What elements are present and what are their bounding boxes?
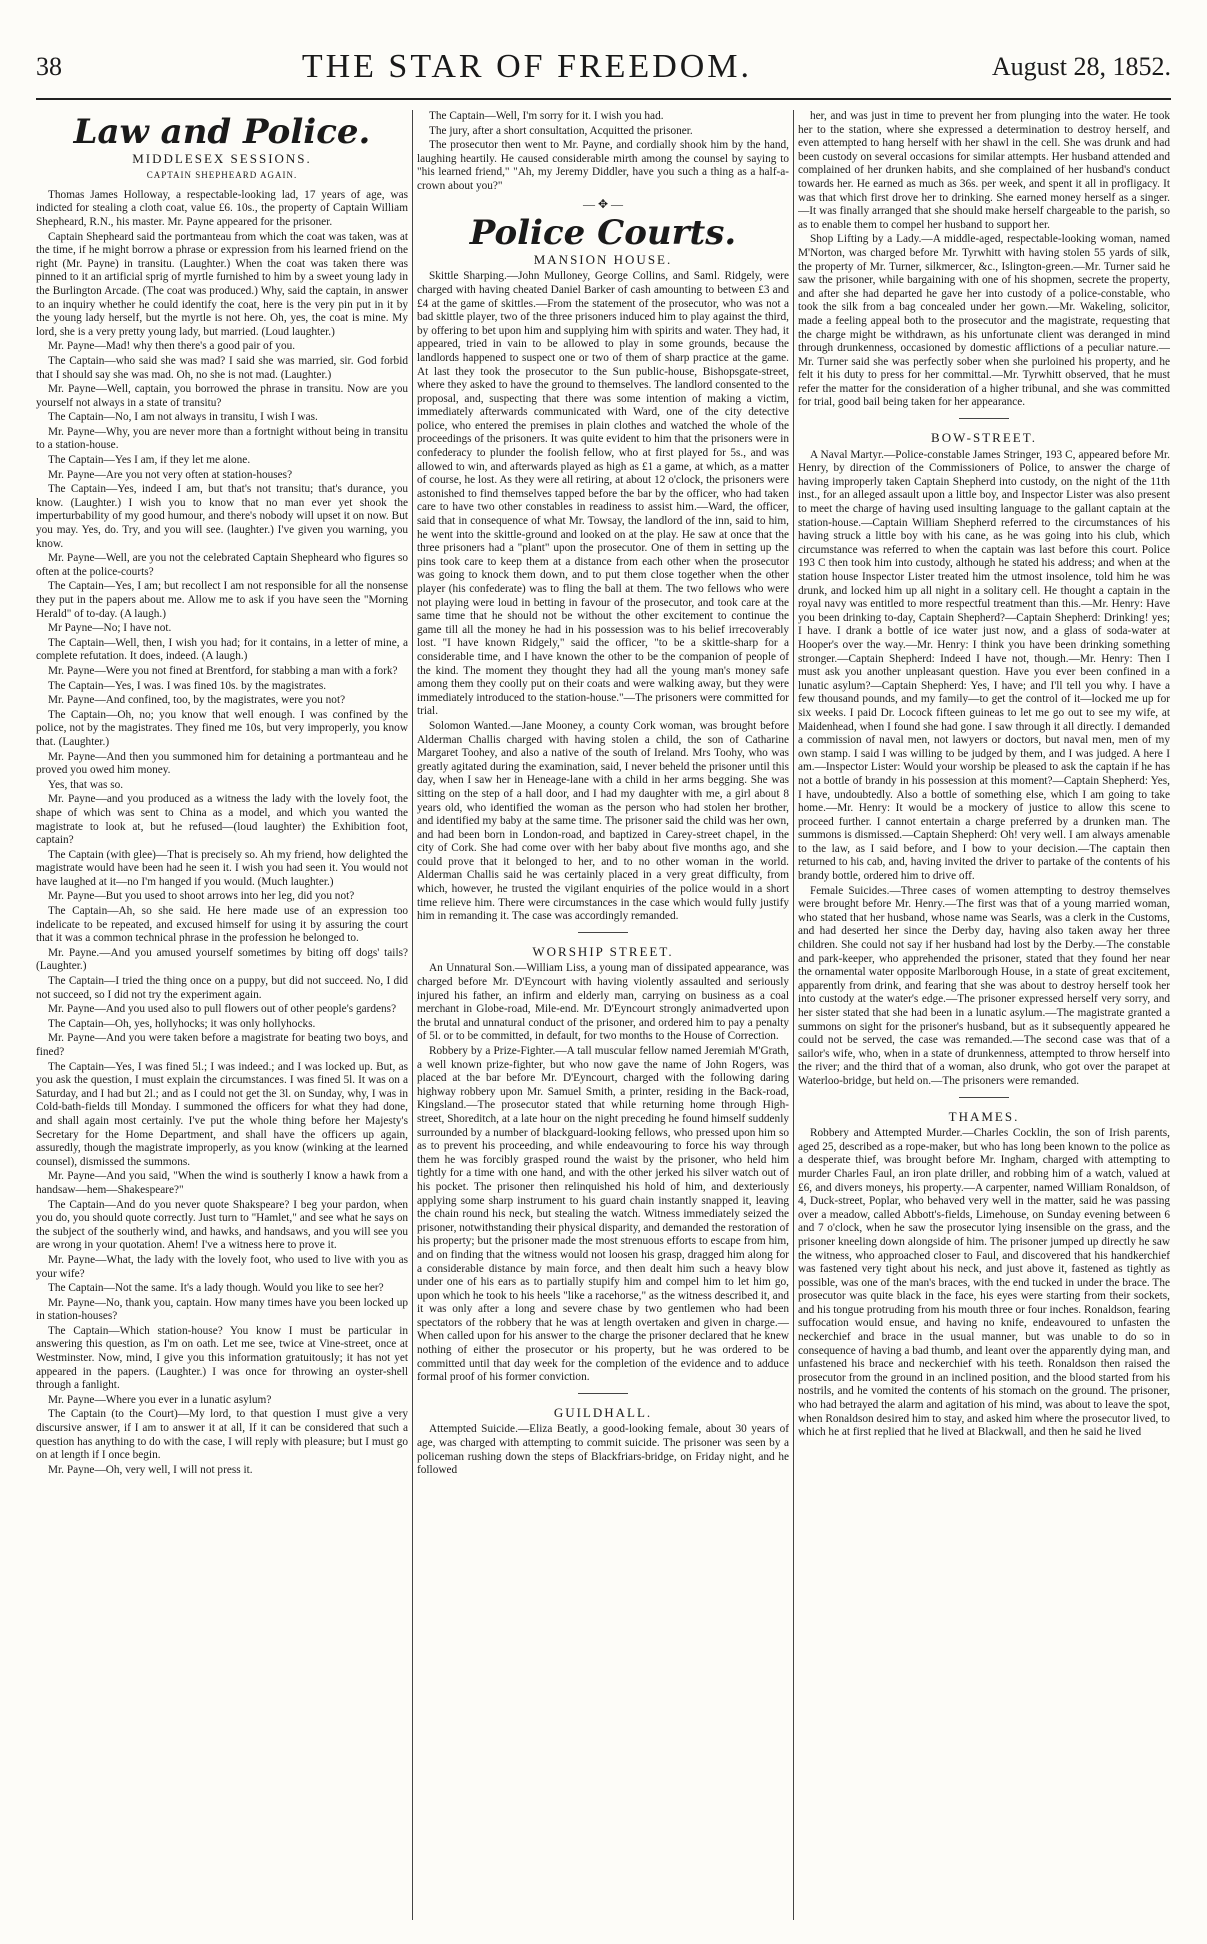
masthead xyxy=(36,42,1171,92)
paragraph: Mr. Payne.—And you amused yourself sometimes by biting off dogs' tails? (Laughter.) xyxy=(36,946,408,973)
paragraph: The Captain—No, I am not always in transitu, I wish I was. xyxy=(48,411,318,424)
paragraph: Female Suicides.—Three cases of women attempting to destroy themselves were brought before Mr. Henry.—The first was that of a young married woman, who stated that her husband, whose name was Searls, was a clerk in the Customs, and had deserted her since the Derby day, having also taken away her three children. She could not say if her husband had lost by the Derby.—The constable and park-keeper, who apprehended the prisoner, stated that they found her near the ornamental water opposite Marlborough House, in a state of great excitement, apparently from drink, and fearing that she was about to destroy herself took her into custody at the water's edge.—The prisoner expressed herself very sorry, and her sister stated that she had been in a lunatic asylum.—The magistrate granted a summons on sight for the prisoner's husband, but as it subsequently appeared he could not be served, the case was remanded.—The second case was that of a sailor's wife, who, when in a state of drunkenness, attempted to throw herself into the river; and the third that of a woman, also drunk, who got over the parapet at Waterloo-bridge, but held on.—The prisoners were remanded. xyxy=(798,884,1170,1087)
paragraph: Mr. Payne—What, the lady with the lovely foot, who used to live with you as your wife? xyxy=(36,1253,408,1280)
paragraph: Mr. Payne—But you used to shoot arrows into her leg, did you not? xyxy=(48,890,355,903)
column-1 xyxy=(36,110,408,1924)
case-heading: CAPTAIN SHEPHEARD AGAIN. xyxy=(146,170,298,181)
paragraph: The Captain (with glee)—That is precisely so. Ah my friend, how delighted the magistrate would have been had he seen it. I wish you had seen it. You would not have laughed at it—no I'm hanged if you would. (Much laughter.) xyxy=(36,848,408,888)
paragraph: Mr. Payne—Oh, very well, I will not press it. xyxy=(48,1463,253,1476)
paragraph: Yes, that was so. xyxy=(48,778,124,791)
paragraph: Skittle Sharping.—John Mulloney, George Collins, and Saml. Ridgely, were charged with having cheated Daniel Barker of cash amounting to between £3 and £4 at the game of skittles.—From the statement of the prosecutor, who was not a bad skittle player, two of the three prisoners induced him to play against the third, by offering to bet upon him and supplying him with spirits and water. They had, it appeared, tried in vain to be allowed to play in some grounds, because the landlords happened to suspect one or two of them of sharp practice at the game. At last they took the prosecutor to the Sun public-house, Bishopsgate-street, where they asked to have the ground to themselves. The landlord consented to the proposal, and, suspecting that there was some intention of making a victim, immediately afterwards communicated with Ward, one of the city detective police, who entered the premises in plain clothes and watched the whole of the proceedings of the prisoners. It was quite evident to him that the prisoners were in confederacy to plunder the foolish fellow, who at first played for 5s., and was allowed to win, and afterwards played as high as £1 a game, at which, as a matter of course, he lost. As they were all retiring, at about 12 o'clock, the prisoners were astonished to find themselves tapped before the bar by the officer, who had taken care to have two other constables in readiness to assist him.—Ward, the officer, said that in consequence of what Mr. Towsay, the landlord of the inn, said to him, he went into the skittle-ground and looked on at the play. He saw at once that the three prisoners had a "plant" upon the prosecutor. One of them in setting up the pins took care to keep them at a distance from each other when the prosecutor was going to knock them down, and to put them close together when the other player (his confederate) was to fling the ball at them. The two fellows who were not playing were loud in betting in favour of the prosecutor, and took care at the same time that he should not be without the other excitement to continue the game till all the money he had in his possession was to his belief irrecoverably lost. "I have known Ridgely," said the officer, "to be a skittle-sharp for a considerable time, and I have known the other to be the companion of people of the kind. The moment they thought they had all the young man's money safe among them they coolly put on their coats and were walking away, but they were immediately introduced to the station-house."—The prisoners were committed for trial. xyxy=(417,270,789,718)
section-heading: Law and Police. xyxy=(73,112,371,152)
paragraph: A Naval Martyr.—Police-constable James Stringer, 193 C, appeared before Mr. Henry, by direction of the Commissioners of Police, to answer the charge of having improperly taken Captain Shepherd into custody, on the night of the 11th inst., for an alleged assault upon a little boy, and Inspector Lister was also present to meet the charge of having used insulting language to the gallant captain at the station-house.—Captain William Shepherd referred to the circumstances of his having struck a little boy with his cane, as he was going into his club, which circumstance was referred to when the captain was last before this court. Police 193 C then took him into custody, although he stated his address; and when at the station house Inspector Lister treated him the utmost insolence, told him he was drunk, and locked him up all night in a solitary cell. He thought a captain in the royal navy was entitled to more respectful treatment than this.—Mr. Henry: Have you been drinking to-day, Captain Shepherd?—Captain Shepherd: Drinking! yes; I have. I drank a bottle of ice water just now, and a glass of soda-water at Hooper's over the way.—Mr. Henry: I think you have been drinking something stronger.—Captain Shepherd: Indeed I have not, though.—Mr. Henry: Then I must ask you another unpleasant question. Have you ever been confined in a lunatic asylum?—Captain Shepherd: Yes, I have; and I'll tell you why. I have a few thousand pounds, and my family—to get the control of it—locked me up for six weeks. I paid Dr. Locock fifteen guineas to let me go out to see my wife, at Maidenhead, when I found she had gone. I saw through it all directly. I demanded a commission of naval men, not lawyers or doctors, but naval men, men of my own stamp. I said I was willing to be judged by them, and I was judged. A here I am.—Inspector Lister: Would your worship be pleased to ask the captain if he has not a bottle of brandy in his possession at this moment?—Captain Shepherd: Yes, I have, undoubtedly. Also a bottle of something else, which I am going to take home.—Mr. Henry: It would be a mockery of justice to allow this scene to proceed further. I cannot entertain a charge preferred by a drunken man. The summons is dismissed.—Captain Shepherd: Oh! very well. I am always amenable to the law, as I said before, and I bow to your decision.—The captain then returned to his cab, and, having invited the driver to partake of the contents of his brandy bottle, ordered him to drive off. xyxy=(798,448,1170,883)
paragraph: Robbery and Attempted Murder.—Charles Cocklin, the son of Irish parents, aged 25, described as a rope-maker, but who has long been known to the police as a desperate thief, was brought before Mr. Ingham, charged with attempting to murder Charles Faul, an iron plate driller, and robbing him of a watch, valued at £6, and divers moneys, his property.—A carpenter, named William Ronaldson, of 4, Duck-street, Poplar, who behaved very well in the matter, said he was passing over a meadow, called Abbott's-fields, Limehouse, on Sunday evening between 6 and 7 o'clock, when he saw the prosecutor lying insensible on the grass, and the prisoner kneeling down alongside of him. The prisoner jumped up directly he saw the witness, who approached closer to Faul, and discovered that his handkerchief was fastened very tight about his neck, and just above it, fastened as tightly as possible, was one of the man's braces, with the end tucked in under the brace. The prosecutor was quite black in the face, his eyes were starting from their sockets, and his tongue protruding from his mouth three or four inches. Ronaldson, fearing suffocation would ensue, and having no knife, endeavoured to unfasten the neckerchief and brace in the usual manner, but was unable to do so in consequence of having a bad thumb, and leant over the apparently dying man, and unfastened his brace and neckerchief with his teeth. Ronaldson then raised the prosecutor from the ground in an inclined position, and the blood started from his nostrils, and he vomited the contents of his stomach on the ground. The prisoner, who had betrayed the alarm and agitation of his mind, was about to leave the spot, when Ronaldson desired him to stay, and asked him where the prosecutor lived, to which he at first replied that he lived at Blackwall, and then he said he lived xyxy=(798,1127,1170,1439)
paragraph: Mr. Payne—Were you not fined at Brentford, for stabbing a man with a fork? xyxy=(48,664,398,677)
paragraph: The Captain—Yes, I was. I was fined 10s. by the magistrates. xyxy=(48,679,327,692)
court-heading: MANSION HOUSE. xyxy=(533,251,673,267)
paragraph: The prosecutor then went to Mr. Payne, and cordially shook him by the hand, laughing heartily. He caused considerable mirth among the counsel by saying to "his learned friend," "Ah, my Jeremy Diddler, have you such a thing as a half-a-crown about you?" xyxy=(417,139,789,192)
court-heading: MIDDLESEX SESSIONS. xyxy=(132,150,312,166)
paragraph: Mr. Payne—Well, captain, you borrowed the phrase in transitu. Now are you yourself not always in a state of transitu? xyxy=(36,383,408,409)
paragraph: The Captain—Well, I'm sorry for it. I wish you had. xyxy=(429,110,664,122)
paragraph: Mr. Payne—Mad! why then there's a good pair of you. xyxy=(48,340,296,353)
paragraph: Mr. Payne—Where you ever in a lunatic asylum? xyxy=(48,1393,272,1406)
paragraph: The Captain—Yes, indeed I am, but that's not transitu; that's durance, you know. (Laughter.) I wish you to know that no man ever yet shook the imperturbability of my good humour, and there's nobody will upset it on now. But you may. Yes, do. Try, and you will see. (laughter.) I've given you warning, you know. xyxy=(36,483,408,550)
article-body xyxy=(36,189,408,1478)
paragraph: The Captain—Yes, I was fined 5l.; I was indeed.; and I was locked up. But, as you ask the question, I must explain the circumstances. I was fined 5l. It was on a Saturday, and I had but 2l.; and as I could not get the 3l. on Sunday, why, I was in Cold-bath-fields till Monday. I summoned the officers for what they had done, and shall again most certainly. I've put the whole thing before her Majesty's Secretary for the Home Department, and shall have the officers up again, assuredly, though the magistrate improperly, as you know (winking at the learned counsel), dismissed the summons. xyxy=(36,1060,408,1168)
paragraph: Mr. Payne—And confined, too, by the magistrates, were you not? xyxy=(48,694,346,707)
paragraph: The Captain—Oh, yes, hollyhocks; it was only hollyhocks. xyxy=(48,1017,316,1030)
paragraph: The Captain (to the Court)—My lord, to that question I must give a very discursive answer, if I am to answer it at all, If it can be considered that such a question has anything to do with the case, I will reply with pleasure; but I must go on at length if I once begin. xyxy=(36,1408,408,1462)
section-divider xyxy=(578,1393,628,1394)
paragraph: The Captain—Ah, so she said. He here made use of an expression too indelicate to be repeated, and excused himself for using it by assuring the court that it was a common technical phrase in the profession he belonged to. xyxy=(36,905,408,945)
paragraph: An Unnatural Son.—William Liss, a young man of dissipated appearance, was charged before Mr. D'Eyncourt with having violently assaulted and seriously injured his father, an infirm and elderly man, carrying on business as a coal merchant in Globe-road, Mile-end. Mr. D'Eyncourt strongly animadverted upon the brutal and unnatural conduct of the prisoner, and ordered him to pay a penalty of 5l. or to be committed, in default, for two months to the House of Correction. xyxy=(417,962,789,1043)
paragraph: Mr. Payne—Well, are you not the celebrated Captain Shepheard who figures so often at the police-courts? xyxy=(36,552,408,578)
article-body xyxy=(798,1127,1170,1440)
ornament-divider: — ✥ — xyxy=(582,196,624,211)
paragraph: Mr. Payne—And then you summoned him for detaining a portmanteau and he proved you owed him money. xyxy=(36,750,408,777)
paragraph: Mr. Payne—And you used also to pull flowers out of other people's gardens? xyxy=(48,1003,397,1016)
section-divider xyxy=(959,418,1009,419)
paragraph: Captain Shepheard said the portmanteau from which the coat was taken, was at the time, if he might borrow a phrase or expression from his learned friend on the right (Mr. Payne) in transitu. (Laughter.) When the coat was taken there was pinned to it an artificial sprig of myrtle furnished to him by a sweet young lady in the Burlington Arcade. (The coat was produced.) Why, said the captain, in answer to an inquiry whether he could identify the coat, here is the very pin put in it by the young lady herself, but the myrtle is not here. Oh, yes, the coat is mine. My lord, she is a very pretty young lady, but married. (Loud laughter.) xyxy=(36,230,408,338)
paragraph: her, and was just in time to prevent her from plunging into the water. He took her to the station, where she expressed a determination to destroy herself, and even attempted to hang herself with her shawl in the cell. She was drunk and had been custody on several occasions for similar attempts. Her husband attended and complained of her drunken habits, and she complained of her husband's conduct towards her. He earned as much as 36s. per week, and spent it all in profligacy. It was that which first drove her to drinking. She earned money herself as a singer.—It was finally arranged that she should make herself chargeable to the parish, so as to enable them to compel her husband to support her. xyxy=(798,110,1170,231)
article-body xyxy=(417,270,789,924)
article-body xyxy=(798,110,1170,410)
paragraph: The Captain—Yes I am, if they let me alone. xyxy=(48,454,251,467)
court-heading: GUILDHALL. xyxy=(553,1404,653,1420)
masthead-rule xyxy=(36,98,1171,100)
article-body xyxy=(798,449,1170,1089)
paragraph: The Captain—And do you never quote Shakspeare? I beg your pardon, when you do, you should quote correctly. Just turn to "Hamlet," and see what he says on the subject of the southerly wind, and hawks, and handsaws, and you will see you are wrong in your quotation. Ahem! I've a witness here to prove it. xyxy=(36,1198,408,1252)
paragraph: Mr. Payne—Are you not very often at station-houses? xyxy=(48,468,293,481)
page-number: 38 xyxy=(36,52,62,81)
section-divider xyxy=(578,932,628,933)
column-divider xyxy=(412,110,413,1920)
paragraph: Mr. Payne—No, thank you, captain. How many times have you been locked up in station-houses? xyxy=(36,1296,408,1323)
paragraph: Mr. Payne—Why, you are never more than a fortnight without being in transitu to a station-house. xyxy=(36,425,408,452)
column-3 xyxy=(798,110,1170,1924)
paper-title: THE STAR OF FREEDOM. xyxy=(301,48,753,85)
article-body xyxy=(417,962,789,1384)
court-heading: THAMES. xyxy=(948,1108,1020,1124)
article-body xyxy=(417,110,789,194)
paragraph: Robbery by a Prize-Fighter.—A tall muscular fellow named Jeremiah M'Grath, a well known prize-fighter, but who now gave the name of John Rogers, was placed at the bar before Mr. D'Eyncourt, charged with the following daring highway robbery upon Mr. Samuel Smith, a printer, residing in the Back-road, Kingsland.—The prosecutor stated that while returning home through High-street, Shoreditch, at a late hour on the night preceding he found himself suddenly surrounded by a number of blackguard-looking fellows, who pressed upon him so as to prevent his proceeding, and while endeavouring to force his way through them he was forcibly grasped round the waist by the prisoner, who held him tightly for a time with one hand, and with the other jerked his silver watch out of his pocket. The prisoner then relinquished his hold of him, and dexteriously applying some sharp instrument to his guard chain instantly snapped it, leaving the chain round his neck, but stealing the watch. Witness immediately seized the prisoner, notwithstanding their physical disparity, and demanded the restoration of his property; but the prisoner made the most strenuous efforts to escape from him, and on finding that the witness would not loosen his grasp, dragged him along for a considerable distance by main force, and then dealt him such a heavy blow under one of his ears as to partially stupify him and compel him to let him go, upon which he took to his heels "like a racehorse," as the witness described it, and it was only after a long and severe chase by two gentlemen who had been spectators of the robbery that he was at length overtaken and given in charge.—When called upon for his answer to the charge the prisoner declared that he knew nothing of either the prosecutor or his property, but he was ordered to be committed until that day week for the completion of the evidence and to adduce formal proof of his former conviction. xyxy=(417,1045,789,1384)
paragraph: Thomas James Holloway, a respectable-looking lad, 17 years of age, was indicted for stealing a cloth coat, value £6. 10s., the property of Captain William Shepheard, R.N., his master. Mr. Payne appeared for the prisoner. xyxy=(36,188,408,228)
paragraph: The jury, after a short consultation, Acquitted the prisoner. xyxy=(429,124,693,137)
section-heading: Police Courts. xyxy=(469,213,737,254)
paragraph: Attempted Suicide.—Eliza Beatly, a good-looking female, about 30 years of age, was charged with attempting to commit suicide. The prisoner was seen by a policeman rushing down the steps of Blackfriars-bridge, on Friday night, and he followed xyxy=(417,1423,789,1477)
paragraph: The Captain—Yes, I am; but recollect I am not responsible for all the nonsense they put in the papers about me. Allow me to ask if you have seen the "Morning Herald" of to-day. (A laugh.) xyxy=(36,580,408,620)
section-divider xyxy=(959,1097,1009,1098)
article-body xyxy=(417,1423,789,1477)
paragraph: Mr. Payne—And you said, "When the wind is southerly I know a hawk from a handsaw—hem—Shakespeare?" xyxy=(36,1170,408,1196)
paragraph: Shop Lifting by a Lady.—A middle-aged, respectable-looking woman, named M'Norton, was charged before Mr. Tyrwhitt with having stolen 55 yards of silk, the property of Mr. Turner, silkmercer, &c., Islington-green.—Mr. Turner said he saw the prisoner, while bargaining with one of his shopmen, secrete the property, and after she had departed he gave her into custody of a police-constable, who took the silk from a bag concealed under her gown.—Mr. Wakeling, solicitor, made a feeling appeal both to the prosecutor and the magistrate, requesting that the charge might be withdrawn, as his unfortunate client was deranged in mind through drunkenness, occasioned by domestic afflictions of a peculiar nature.—Mr. Turner said she was perfectly sober when she purloined his property, and he felt it his duty to press for her committal.—Mr. Tyrwhitt observed, that he must refer the matter for the consideration of a higher tribunal, and she was committed for trial, good bail being taken for her appearance. xyxy=(798,233,1170,409)
column-divider xyxy=(793,110,794,1920)
paragraph: Solomon Wanted.—Jane Mooney, a county Cork woman, was brought before Alderman Challis charged with having stolen a child, the son of Catharine Margaret Toohey, and also a native of the south of Ireland. Mrs Toohy, who was greatly agitated during the examination, said, I never beheld the prisoner until this day, when I saw her in Heneage-lane with a child in her arms begging. She was sitting on the step of a hall door, and I had my daughter with me, a girl about 8 years old, who identified the woman as the person who had stolen her brother, and identified my baby at the same time. The prisoner said the child was her own, and had been born in London-road, and baptized in Carey-street chapel, in the city of Cork. She had come over with her baby about five months ago, and she could prove that it belonged to her, and to no other woman in the world. Alderman Challis said he was certainly placed in a very great difficulty, from which, however, he trusted the vigilant enquiries of the police would in a short time relieve him. There were circumstances in the case which would fully justify him in remanding it. The case was accordingly remanded. xyxy=(417,719,789,923)
paragraph: The Captain—Oh, no; you know that well enough. I was confined by the police, not by the magistrates. They fined me 10s, but very improperly, you know that. (Laughter.) xyxy=(36,708,408,748)
paragraph: Mr. Payne—and you produced as a witness the lady with the lovely foot, the shape of which was sent to China as a model, and which you wanted the magistrate to look at, but he refused—(loud laughter) the Exhibition foot, captain? xyxy=(36,793,408,847)
court-heading: WORSHIP STREET. xyxy=(532,943,674,959)
paragraph: Mr. Payne—And you were taken before a magistrate for beating two boys, and fined? xyxy=(36,1032,408,1058)
paragraph: The Captain—Well, then, I wish you had; for it contains, in a letter of mine, a complete refutation. It does, indeed. (A laugh.) xyxy=(36,636,408,663)
paragraph: The Captain—who said she was mad? I said she was married, sir. God forbid that I should say she was mad. Oh, no she is not mad. (Laughter.) xyxy=(36,354,408,381)
paragraph: The Captain—Not the same. It's a lady though. Would you like to see her? xyxy=(48,1282,384,1295)
paragraph: The Captain—I tried the thing once on a puppy, but did not succeed. No, I did not succeed, so I did not try the experiment again. xyxy=(36,975,408,1001)
column-2 xyxy=(417,110,789,1924)
paragraph: Mr Payne—No; I have not. xyxy=(48,622,172,635)
paragraph: The Captain—Which station-house? You know I must be particular in answering this question, as I'm on oath. Let me see, twice at Vine-street, once at Westminster. Now, mind, I give you this information gratuitously; it has not yet appeared in the papers. (Laughter.) I was once for throwing an oyster-shell through a fanlight. xyxy=(36,1324,408,1392)
issue-date: August 28, 1852. xyxy=(991,52,1171,81)
court-heading: BOW-STREET. xyxy=(931,430,1037,446)
